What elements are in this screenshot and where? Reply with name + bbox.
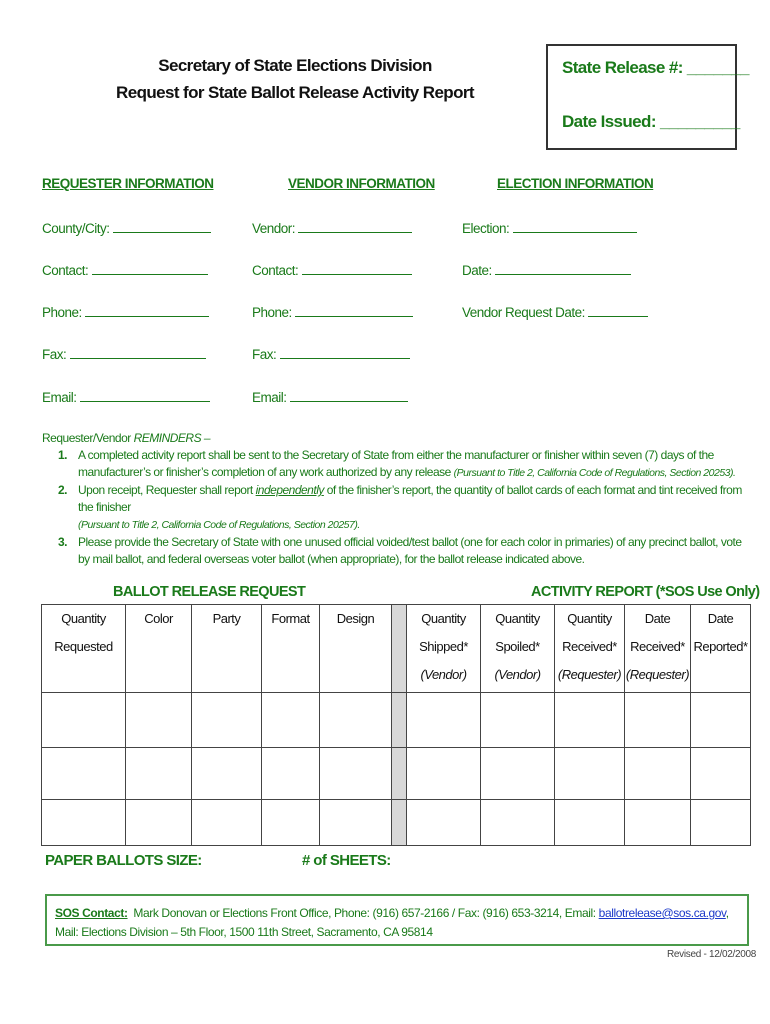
ballot-release-request-heading: BALLOT RELEASE REQUEST bbox=[113, 584, 306, 600]
table-cell[interactable] bbox=[42, 800, 126, 846]
contact-line-2: Mail: Elections Division – 5th Floor, 1500 11th Street, Sacramento, CA 95814 bbox=[55, 925, 433, 939]
column-separator bbox=[392, 693, 407, 748]
field-label: Email: bbox=[252, 390, 287, 405]
reminder-citation: (Pursuant to Title 2, California Code of Regulations, Section 20253). bbox=[453, 467, 736, 479]
field-line[interactable] bbox=[80, 389, 210, 402]
field-line[interactable] bbox=[70, 346, 206, 359]
table-row bbox=[42, 693, 751, 748]
requester-contact-field[interactable] bbox=[42, 262, 208, 278]
vendor-phone-field[interactable] bbox=[252, 304, 413, 320]
column-header: Color bbox=[126, 605, 192, 693]
table-cell[interactable] bbox=[126, 693, 192, 748]
sheets-count-label[interactable]: # of SHEETS: bbox=[302, 852, 391, 869]
field-label: Contact: bbox=[42, 263, 89, 278]
table-cell[interactable] bbox=[691, 693, 751, 748]
contact-line-1 bbox=[55, 904, 747, 923]
vendor-contact-field[interactable] bbox=[252, 262, 412, 278]
field-line[interactable] bbox=[113, 220, 211, 233]
field-label: Contact: bbox=[252, 263, 299, 278]
title-line-1: Secretary of State Elections Division bbox=[158, 56, 432, 75]
field-line[interactable] bbox=[513, 220, 637, 233]
reminder-text: A completed activity report shall be sent to the Secretary of State from either the manufacturer or finisher within seven (7) days of the manufacturer’s or finisher’s completion of any work authorized by any release bbox=[78, 448, 714, 479]
column-header: Format bbox=[262, 605, 320, 693]
contact-email-link[interactable]: ballotrelease@sos.ca.gov bbox=[598, 906, 726, 920]
reminder-citation: (Pursuant to Title 2, California Code of Regulations, Section 20257). bbox=[78, 519, 360, 531]
reminder-text: of the finisher’s report, the quantity of ballot cards of each format and tint received from the finisher bbox=[78, 483, 742, 514]
table-cell[interactable] bbox=[192, 693, 262, 748]
field-label: Vendor: bbox=[252, 221, 296, 236]
table-row bbox=[42, 800, 751, 846]
reminders-intro-em: REMINDERS – bbox=[133, 431, 211, 445]
contact-comma: , bbox=[725, 906, 729, 920]
field-line[interactable] bbox=[280, 346, 410, 359]
column-separator bbox=[392, 800, 407, 846]
table-cell[interactable] bbox=[625, 800, 691, 846]
paper-ballots-size-label[interactable]: PAPER BALLOTS SIZE: bbox=[45, 852, 202, 869]
reminder-number: 2. bbox=[58, 483, 68, 497]
column-header: Quantity Received* (Requester) bbox=[555, 605, 625, 693]
reminder-item bbox=[42, 447, 742, 482]
table-cell[interactable] bbox=[407, 748, 481, 800]
reminder-text: Upon receipt, Requester shall report bbox=[78, 483, 253, 497]
vendor-fax-field[interactable] bbox=[252, 346, 410, 362]
table-cell[interactable] bbox=[555, 748, 625, 800]
requester-email-field[interactable] bbox=[42, 389, 210, 405]
field-label: Phone: bbox=[42, 305, 82, 320]
field-label: Fax: bbox=[252, 347, 277, 362]
reminder-number: 1. bbox=[58, 448, 68, 462]
table-cell[interactable] bbox=[320, 748, 392, 800]
column-separator bbox=[392, 748, 407, 800]
reminder-emphasis: independently bbox=[255, 483, 324, 497]
column-header: Quantity Requested bbox=[42, 605, 126, 693]
contact-label: SOS Contact: bbox=[55, 906, 128, 920]
table-cell[interactable] bbox=[481, 693, 555, 748]
field-line[interactable] bbox=[92, 262, 208, 275]
page-title bbox=[100, 52, 490, 106]
requester-heading: REQUESTER INFORMATION bbox=[42, 176, 214, 191]
field-label: Election: bbox=[462, 221, 510, 236]
column-header: Date Received* (Requester) bbox=[625, 605, 691, 693]
field-line[interactable] bbox=[495, 262, 631, 275]
revised-date: Revised - 12/02/2008 bbox=[667, 949, 757, 960]
field-label: Fax: bbox=[42, 347, 67, 362]
table-cell[interactable] bbox=[262, 748, 320, 800]
table-cell[interactable] bbox=[262, 693, 320, 748]
date-issued-field[interactable]: Date Issued: _________ bbox=[562, 112, 740, 131]
column-separator bbox=[392, 605, 407, 693]
reminders-intro bbox=[42, 430, 742, 447]
vendor-request-date-field[interactable] bbox=[462, 304, 648, 320]
table-cell[interactable] bbox=[126, 748, 192, 800]
table-cell[interactable] bbox=[625, 748, 691, 800]
vendor-name-field[interactable] bbox=[252, 220, 412, 236]
vendor-email-field[interactable] bbox=[252, 389, 408, 405]
reminder-text: Please provide the Secretary of State with one unused official voided/test ballot (one for each color in primaries) of any precinct ballot, vote by mail ballot, and federal overseas voter ballot (when appropriate), for the ballot release indicated above. bbox=[78, 535, 742, 566]
title-line-2: Request for State Ballot Release Activity Report bbox=[116, 83, 474, 102]
table-cell[interactable] bbox=[555, 693, 625, 748]
table-cell[interactable] bbox=[192, 748, 262, 800]
table-cell[interactable] bbox=[625, 693, 691, 748]
column-header: Design bbox=[320, 605, 392, 693]
table-cell[interactable] bbox=[481, 800, 555, 846]
contact-details: Mark Donovan or Elections Front Office, Phone: (916) 657-2166 / Fax: (916) 653-3214, Email: bbox=[133, 906, 596, 920]
activity-report-heading: ACTIVITY REPORT (*SOS Use Only) bbox=[531, 584, 760, 600]
field-line[interactable] bbox=[298, 220, 412, 233]
election-heading: ELECTION INFORMATION bbox=[497, 176, 654, 191]
table-cell[interactable] bbox=[192, 800, 262, 846]
reminders bbox=[42, 430, 742, 568]
field-label: Vendor Request Date: bbox=[462, 305, 585, 320]
reminder-number: 3. bbox=[58, 535, 68, 549]
table-cell[interactable] bbox=[320, 693, 392, 748]
field-line[interactable] bbox=[588, 304, 648, 317]
table-cell[interactable] bbox=[126, 800, 192, 846]
vendor-heading: VENDOR INFORMATION bbox=[288, 176, 435, 191]
field-line[interactable] bbox=[295, 304, 413, 317]
table-cell[interactable] bbox=[691, 748, 751, 800]
field-label: Date: bbox=[462, 263, 492, 278]
table-row bbox=[42, 748, 751, 800]
column-header: Quantity Spoiled* (Vendor) bbox=[481, 605, 555, 693]
state-release-field[interactable]: State Release #: _______ bbox=[562, 58, 749, 77]
requester-fax-field[interactable] bbox=[42, 346, 206, 362]
reminder-item bbox=[42, 482, 742, 534]
reminder-item bbox=[42, 534, 742, 568]
table-header-row bbox=[42, 605, 751, 693]
field-line[interactable] bbox=[85, 304, 209, 317]
field-line[interactable] bbox=[290, 389, 408, 402]
field-line[interactable] bbox=[302, 262, 412, 275]
reminders-intro-text: Requester/Vendor bbox=[42, 431, 131, 445]
table-cell[interactable] bbox=[407, 693, 481, 748]
table-cell[interactable] bbox=[42, 693, 126, 748]
ballot-release-table bbox=[41, 604, 751, 846]
table-cell[interactable] bbox=[691, 800, 751, 846]
table-cell[interactable] bbox=[42, 748, 126, 800]
field-label: County/City: bbox=[42, 221, 110, 236]
requester-county-field[interactable] bbox=[42, 220, 211, 236]
requester-phone-field[interactable] bbox=[42, 304, 209, 320]
election-name-field[interactable] bbox=[462, 220, 637, 236]
field-label: Email: bbox=[42, 390, 77, 405]
column-header: Party bbox=[192, 605, 262, 693]
table-cell[interactable] bbox=[481, 748, 555, 800]
field-label: Phone: bbox=[252, 305, 292, 320]
table-cell[interactable] bbox=[320, 800, 392, 846]
table-cell[interactable] bbox=[407, 800, 481, 846]
table-cell[interactable] bbox=[555, 800, 625, 846]
column-header: Quantity Shipped* (Vendor) bbox=[407, 605, 481, 693]
election-date-field[interactable] bbox=[462, 262, 631, 278]
column-header: Date Reported* bbox=[691, 605, 751, 693]
table-cell[interactable] bbox=[262, 800, 320, 846]
state-release-box bbox=[546, 44, 749, 150]
sos-contact-box bbox=[45, 894, 749, 946]
